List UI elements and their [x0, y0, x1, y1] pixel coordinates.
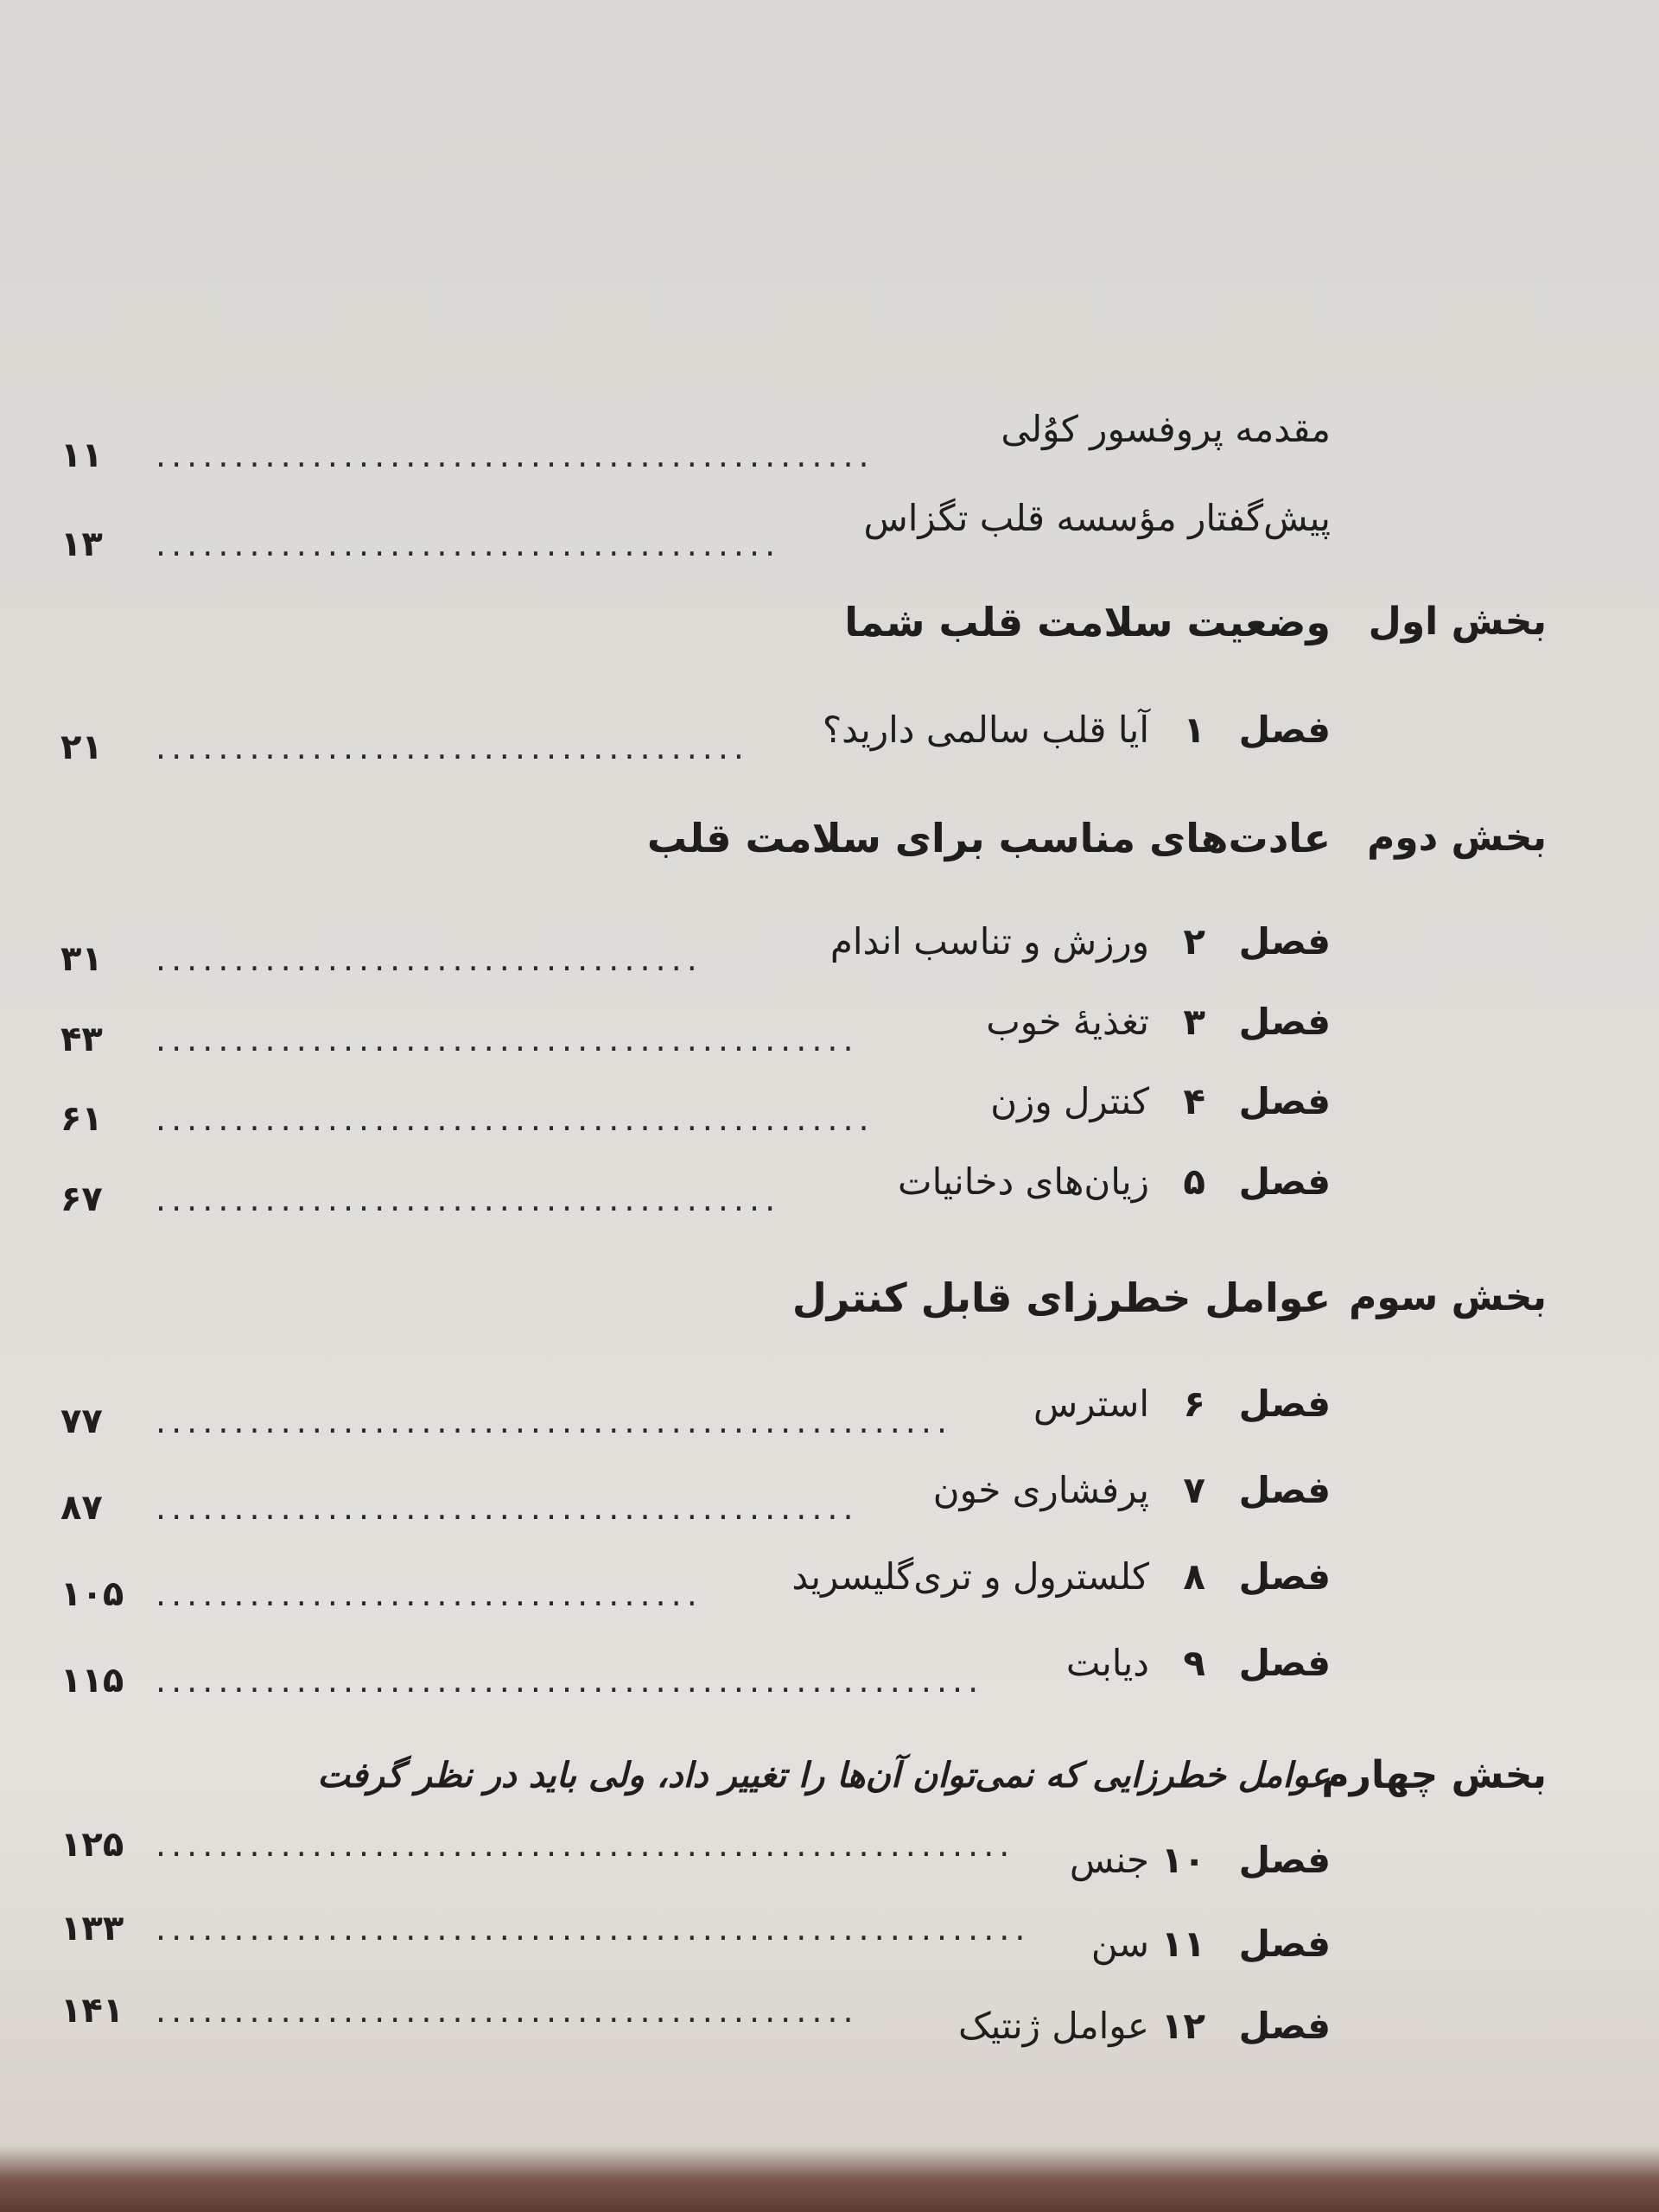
chapter-number: ۵ [1183, 1160, 1205, 1203]
chapter-title: دیابت [1065, 1642, 1149, 1684]
leader-dots: ............................................. [156, 1992, 859, 2030]
chapter-title: جنس [1069, 1839, 1149, 1881]
toc-entry-chapter-7 [60, 1460, 1331, 1528]
chapter-word: فصل [1238, 1001, 1331, 1043]
chapter-number: ۱۰ [1160, 1839, 1205, 1881]
part-label: بخش دوم [1367, 816, 1547, 860]
page-number: ۱۰۵ [60, 1574, 124, 1614]
toc-entry-chapter-8 [60, 1547, 1331, 1614]
chapter-number: ۷ [1183, 1469, 1205, 1511]
toc-entry-chapter-12 [60, 1991, 1331, 2056]
leader-dots: ....................................................... [156, 1826, 1015, 1864]
chapter-title: کنترل وزن [990, 1080, 1149, 1122]
chapter-word: فصل [1238, 1839, 1331, 1881]
toc-entry-chapter-3 [60, 992, 1331, 1059]
leader-dots: ................................... [156, 1575, 702, 1613]
page-number: ۲۱ [60, 728, 103, 767]
entry-title: مقدمه پروفسور کوُلی [1001, 408, 1331, 450]
part-label: بخش اول [1368, 600, 1547, 644]
page-number: ۱۱ [60, 435, 103, 475]
leader-dots: ........................................ [156, 1180, 781, 1218]
toc-entry-chapter-11 [60, 1909, 1331, 1974]
leader-dots: ...................................... [156, 728, 750, 766]
page-number: ۸۷ [60, 1488, 103, 1528]
page-number: ۳۱ [60, 939, 103, 979]
leader-dots: ................................... [156, 940, 702, 978]
toc-entry-chapter-4 [60, 1071, 1331, 1139]
leader-dots: ..................................................... [156, 1662, 984, 1700]
toc-entry-chapter-6 [60, 1374, 1331, 1441]
leader-dots: ............................................. [156, 1489, 859, 1527]
page-number: ۴۳ [60, 1020, 103, 1059]
page-number: ۱۲۵ [60, 1825, 124, 1865]
chapter-word: فصل [1238, 1469, 1331, 1511]
page-number: ۶۷ [60, 1179, 103, 1219]
toc-entry-chapter-10 [60, 1825, 1331, 1891]
chapter-number: ۳ [1183, 1001, 1205, 1043]
part-title: وضعیت سلامت قلب شما [844, 599, 1331, 645]
chapter-title: ورزش و تناسب اندام [830, 920, 1149, 963]
chapter-title: عوامل ژنتیک [958, 2005, 1149, 2047]
part-heading-3 [60, 1263, 1547, 1332]
chapter-word: فصل [1238, 1642, 1331, 1684]
entry-title: پیش‌گفتار مؤسسه قلب تگزاس [863, 497, 1331, 539]
chapter-number: ۸ [1183, 1555, 1205, 1598]
part-title: عوامل خطرزای قابل کنترل [791, 1274, 1331, 1321]
page-number: ۱۳ [60, 524, 103, 564]
leader-dots: .............................................. [156, 1100, 874, 1138]
page-number: ۶۱ [60, 1099, 103, 1139]
chapter-word: فصل [1238, 1382, 1331, 1425]
toc-entry-chapter-9 [60, 1633, 1331, 1700]
chapter-number: ۱۲ [1160, 2005, 1205, 2047]
chapter-number: ۱ [1183, 709, 1205, 751]
page-number: ۱۳۳ [60, 1909, 124, 1948]
part-heading-1 [60, 588, 1547, 657]
chapter-word: فصل [1238, 920, 1331, 963]
leader-dots: ........................................ [156, 525, 781, 563]
chapter-word: فصل [1238, 1555, 1331, 1598]
leader-dots: .............................................. [156, 436, 874, 474]
chapter-title: زیان‌های دخانیات [898, 1160, 1149, 1203]
chapter-title: سن [1090, 1923, 1149, 1965]
toc-entry-chapter-5 [60, 1152, 1331, 1219]
chapter-number: ۲ [1183, 920, 1205, 963]
chapter-word: فصل [1238, 709, 1331, 751]
chapter-number: ۴ [1183, 1080, 1205, 1122]
chapter-number: ۶ [1183, 1382, 1205, 1425]
toc-entry-preface [60, 488, 1331, 564]
chapter-title: استرس [1033, 1382, 1149, 1425]
leader-dots: ........................................................ [156, 1910, 1031, 1948]
chapter-word: فصل [1238, 2005, 1331, 2047]
part-label: بخش چهارم [1321, 1753, 1547, 1797]
chapter-number: ۹ [1183, 1642, 1205, 1684]
chapter-number: ۱۱ [1160, 1923, 1205, 1965]
page-number: ۷۷ [60, 1402, 103, 1441]
part-title: عادت‌های مناسب برای سلامت قلب [646, 815, 1331, 861]
part-title: عوامل خطرزایی که نمی‌توان آن‌ها را تغییر داد، ولی باید در نظر گرفت [317, 1756, 1331, 1796]
chapter-title: آیا قلب سالمی دارید؟ [822, 709, 1149, 751]
part-label: بخش سوم [1349, 1275, 1547, 1319]
part-heading-4 [60, 1741, 1547, 1810]
chapter-title: کلسترول و تری‌گلیسرید [791, 1555, 1149, 1598]
chapter-title: پرفشاری خون [932, 1469, 1149, 1511]
part-heading-2 [60, 804, 1547, 873]
leader-dots: ................................................... [156, 1402, 953, 1440]
toc-entry-chapter-2 [60, 912, 1331, 979]
page-number: ۱۴۱ [60, 1991, 124, 2031]
chapter-title: تغذیهٔ خوب [986, 1001, 1149, 1043]
chapter-word: فصل [1238, 1923, 1331, 1965]
chapter-word: فصل [1238, 1160, 1331, 1203]
toc-entry-foreword [60, 399, 1331, 475]
page-number: ۱۱۵ [60, 1661, 124, 1700]
chapter-word: فصل [1238, 1080, 1331, 1122]
toc-entry-chapter-1 [60, 700, 1331, 767]
leader-dots: ............................................. [156, 1020, 859, 1058]
